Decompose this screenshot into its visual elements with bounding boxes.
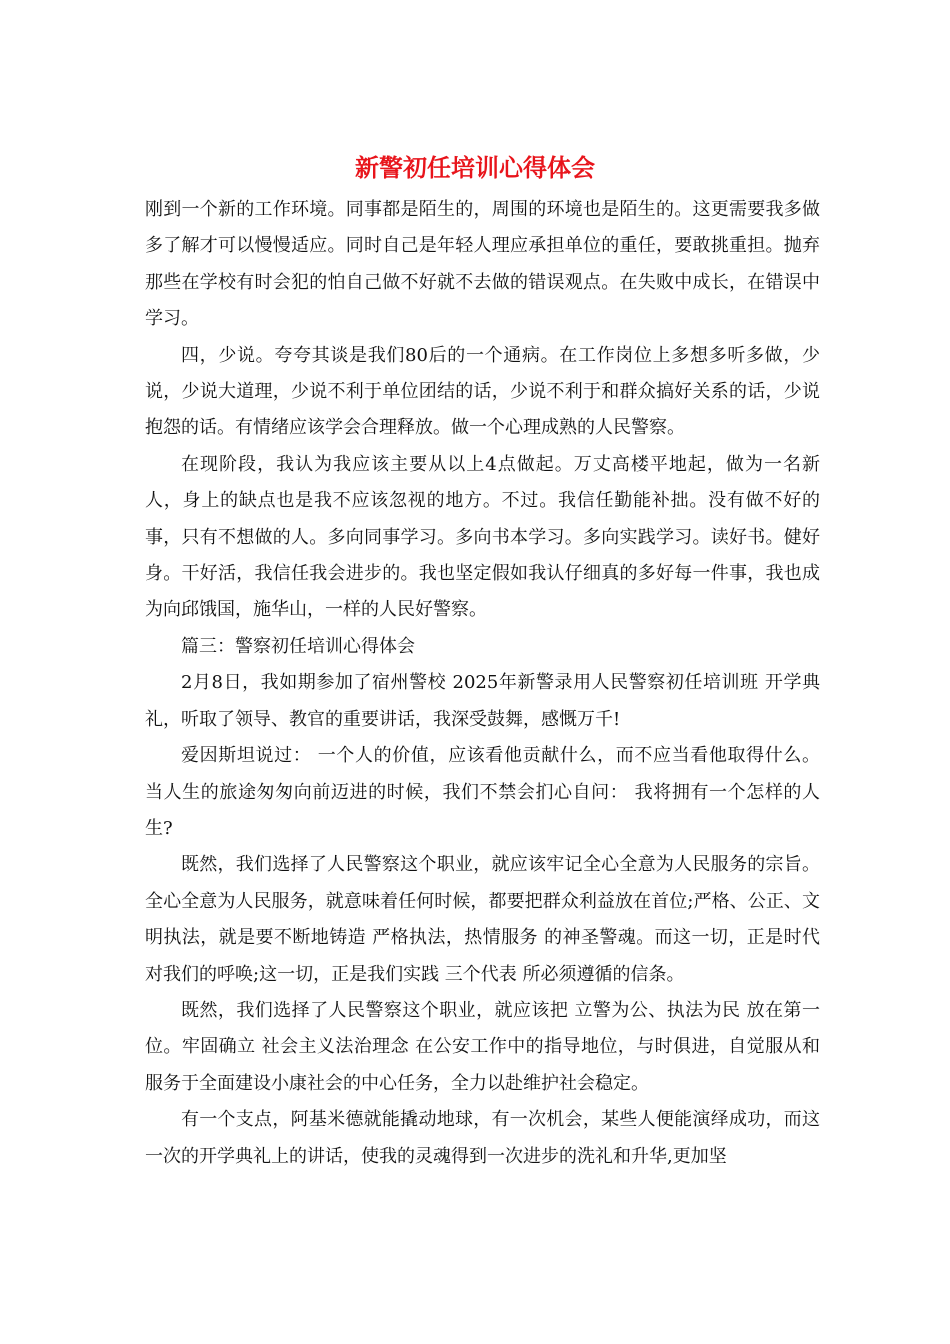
document-body	[145, 192, 820, 1175]
paragraph-3: 在现阶段，我认为我应该主要从以上4点做起。万丈高楼平地起，做为一名新人，身上的缺点也是我不应该忽视的地方。不过。我信任勤能补拙。没有做不好的事，只有不想做的人。多向同事学习。多向书本学习。多向实践学习。读好书。健好身。干好活，我信任我会进步的。我也坚定假如我认仔细真的多好每一件事，我也成为向邱饿国，施华山，一样的人民好警察。	[145, 453, 820, 621]
paragraph-1: 刚到一个新的工作环境。同事都是陌生的，周围的环境也是陌生的。这更需要我多做多了解才可以慢慢适应。同时自己是年轻人理应承担单位的重任，要敢挑重担。抛弃那些在学校有时会犯的怕自己做不好就不去做的错误观点。在失败中成长，在错误中学习。	[145, 199, 820, 330]
document-title: 新警初任培训心得体会	[355, 153, 595, 182]
paragraph-9: 有一个支点，阿基米德就能撬动地球，有一次机会，某些人便能演绎成功，而这一次的开学典礼上的讲话，使我的灵魂得到一次进步的洗礼和升华,更加坚	[145, 1109, 820, 1167]
paragraph-8: 既然，我们选择了人民警察这个职业，就应该把 立警为公、执法为民 放在第一位。牢固确立 社会主义法治理念 在公安工作中的指导地位，与时俱进，自觉服从和服务于全面建设小康社会的中心任务，全力以赴维护社会稳定。	[145, 999, 820, 1094]
section-heading: 篇三：警察初任培训心得体会	[181, 635, 415, 657]
paragraph-2: 四，少说。夸夸其谈是我们80后的一个通病。在工作岗位上多想多听多做，少说，少说大道理，少说不利于单位团结的话，少说不利于和群众搞好关系的话，少说抱怨的话。有情绪应该学会合理释放。做一个心理成熟的人民警察。	[145, 344, 820, 439]
paragraph-6: 爱因斯坦说过： 一个人的价值，应该看他贡献什么，而不应当看他取得什么。 当人生的旅途匆匆向前迈进的时候，我们不禁会扪心自问： 我将拥有一个怎样的人生?	[145, 745, 820, 839]
paragraph-7: 既然，我们选择了人民警察这个职业，就应该牢记全心全意为人民服务的宗旨。全心全意为人民服务，就意味着任何时候，都要把群众利益放在首位;严格、公正、文明执法，就是要不断地铸造 严格执法，热情服务 的神圣警魂。而这一切，正是时代对我们的呼唤;这一切，正是我们实践 三个代表 所必须遵循的信条。	[145, 854, 820, 985]
paragraph-5: 2月8日，我如期参加了宿州警校 2025年新警录用人民警察初任培训班 开学典礼，听取了领导、教官的重要讲话，我深受鼓舞，感慨万千!	[145, 672, 820, 730]
